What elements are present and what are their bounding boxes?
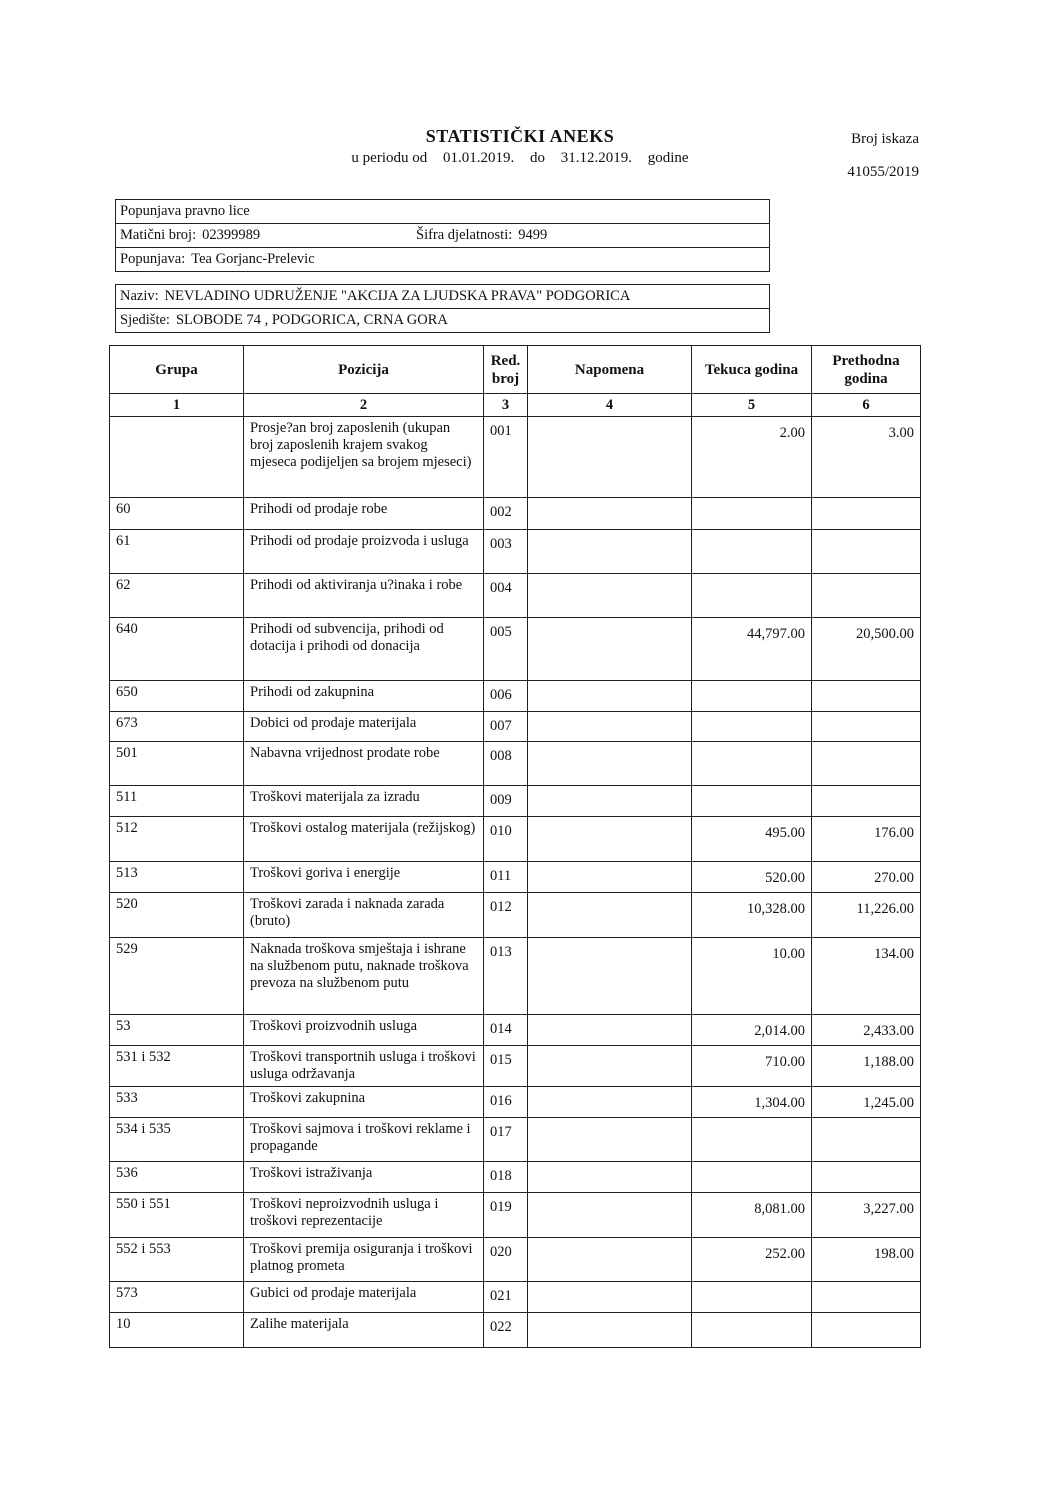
row-tekuca: 710.00 [692,1046,812,1087]
row-prethodna: 198.00 [812,1238,921,1282]
row-napomena [528,1238,692,1282]
row-napomena [528,1282,692,1313]
row-prethodna: 134.00 [812,938,921,1015]
sifra-djelatnosti [416,224,547,247]
popunjava-label: Popunjava: [120,251,186,267]
row-tekuca: 10,328.00 [692,893,812,938]
row-prethodna [812,681,921,712]
row-red-broj: 013 [484,938,528,1015]
row-tekuca: 10.00 [692,938,812,1015]
table-row [110,712,921,742]
row-tekuca: 2.00 [692,417,812,498]
row-napomena [528,1015,692,1046]
row-red-broj: 021 [484,1282,528,1313]
col-num-1: 1 [110,394,244,417]
col-num-4: 4 [528,394,692,417]
period-prefix: u periodu od [351,150,428,166]
table-row [110,498,921,530]
row-red-broj: 015 [484,1046,528,1087]
row-tekuca [692,712,812,742]
info-box-entity [115,284,770,333]
col-num-5: 5 [692,394,812,417]
header-pozicija: Pozicija [244,346,484,394]
row-prethodna [812,742,921,786]
header-row [110,346,921,394]
row-pozicija: Troškovi neproizvodnih usluga i troškovi reprezentacije [244,1193,484,1238]
row-pozicija: Zalihe materijala [244,1313,484,1348]
row-red-broj: 022 [484,1313,528,1348]
row-red-broj: 017 [484,1118,528,1162]
period-suffix: godine [647,150,689,166]
naziv-value: NEVLADINO UDRUŽENJE "AKCIJA ZA LJUDSKA PRAVA" PODGORICA [164,288,631,304]
row-grupa: 501 [110,742,244,786]
row-pozicija: Troškovi premija osiguranja i troškovi platnog prometa [244,1238,484,1282]
row-prethodna: 3,227.00 [812,1193,921,1238]
row-napomena [528,1087,692,1118]
table-row [110,1015,921,1046]
row-red-broj: 007 [484,712,528,742]
row-pozicija: Nabavna vrijednost prodate robe [244,742,484,786]
row-tekuca [692,786,812,817]
row-pozicija: Dobici od prodaje materijala [244,712,484,742]
row-tekuca [692,1118,812,1162]
row-grupa: 536 [110,1162,244,1193]
row-napomena [528,817,692,862]
row-red-broj: 012 [484,893,528,938]
col-num-6: 6 [812,394,921,417]
table-row [110,786,921,817]
header-prethodna: Prethodna godina [812,346,921,394]
table-row [110,1238,921,1282]
row-grupa: 534 i 535 [110,1118,244,1162]
row-red-broj: 003 [484,530,528,574]
header-tekuca: Tekuca godina [692,346,812,394]
row-red-broj: 002 [484,498,528,530]
table-row [110,817,921,862]
row-red-broj: 010 [484,817,528,862]
row-tekuca [692,1162,812,1193]
table-row [110,1087,921,1118]
table-row [110,530,921,574]
row-tekuca [692,574,812,618]
row-red-broj: 020 [484,1238,528,1282]
row-grupa: 512 [110,817,244,862]
row-prethodna [812,712,921,742]
row-red-broj: 005 [484,618,528,681]
row-tekuca: 2,014.00 [692,1015,812,1046]
header-grupa: Grupa [110,346,244,394]
row-grupa: 511 [110,786,244,817]
row-prethodna [812,574,921,618]
row-napomena [528,862,692,893]
row-tekuca [692,681,812,712]
row-tekuca: 8,081.00 [692,1193,812,1238]
row-napomena [528,574,692,618]
period-line [300,150,740,167]
row-grupa [110,417,244,498]
row-red-broj: 006 [484,681,528,712]
table-row [110,742,921,786]
row-napomena [528,1162,692,1193]
row-napomena [528,417,692,498]
row-prethodna: 1,188.00 [812,1046,921,1087]
row-pozicija: Troškovi transportnih usluga i troškovi usluga održavanja [244,1046,484,1087]
row-grupa: 520 [110,893,244,938]
row-napomena [528,786,692,817]
table-row [110,1162,921,1193]
sifra-label: Šifra djelatnosti: [416,227,513,243]
row-grupa: 62 [110,574,244,618]
row-grupa: 650 [110,681,244,712]
row-tekuca: 495.00 [692,817,812,862]
period-mid: do [530,150,545,166]
row-pozicija: Troškovi istraživanja [244,1162,484,1193]
table-row [110,574,921,618]
row-prethodna [812,1313,921,1348]
row-tekuca [692,1313,812,1348]
table-row [110,893,921,938]
row-pozicija: Prihodi od prodaje robe [244,498,484,530]
col-num-3: 3 [484,394,528,417]
row-pozicija: Troškovi ostalog materijala (režijskog) [244,817,484,862]
row-napomena [528,893,692,938]
broj-iskaza-value: 41055/2019 [847,164,919,180]
period-from: 01.01.2019. [443,150,515,166]
row-pozicija: Troškovi goriva i energije [244,862,484,893]
maticni-row [116,224,769,248]
naziv-label: Naziv: [120,288,159,304]
row-prethodna: 270.00 [812,862,921,893]
row-pozicija: Gubici od prodaje materijala [244,1282,484,1313]
row-prethodna [812,530,921,574]
row-pozicija: Troškovi zakupnina [244,1087,484,1118]
header-red-broj: Red. broj [484,346,528,394]
row-red-broj: 004 [484,574,528,618]
row-red-broj: 011 [484,862,528,893]
table-row [110,681,921,712]
popunjava-row [116,248,769,271]
row-grupa: 673 [110,712,244,742]
row-pozicija: Prihodi od prodaje proizvoda i usluga [244,530,484,574]
row-napomena [528,530,692,574]
popunjava-pravno-lice: Popunjava pravno lice [116,200,769,224]
row-napomena [528,681,692,712]
table-row [110,1193,921,1238]
row-grupa: 640 [110,618,244,681]
row-pozicija: Prihodi od aktiviranja u?inaka i robe [244,574,484,618]
row-prethodna: 11,226.00 [812,893,921,938]
table-row [110,618,921,681]
row-pozicija: Naknada troškova smještaja i ishrane na službenom putu, naknade troškova prevoza na službenom putu [244,938,484,1015]
row-napomena [528,712,692,742]
table-row [110,417,921,498]
table-row [110,1046,921,1087]
row-napomena [528,618,692,681]
row-tekuca: 520.00 [692,862,812,893]
sjediste-label: Sjedište: [120,312,170,328]
row-pozicija: Troškovi materijala za izradu [244,786,484,817]
row-grupa: 573 [110,1282,244,1313]
row-tekuca [692,530,812,574]
row-prethodna [812,1282,921,1313]
row-prethodna [812,498,921,530]
row-grupa: 531 i 532 [110,1046,244,1087]
row-pozicija: Prihodi od zakupnina [244,681,484,712]
row-pozicija: Troškovi proizvodnih usluga [244,1015,484,1046]
table-row [110,862,921,893]
row-napomena [528,1193,692,1238]
column-number-row [110,394,921,417]
table-row [110,938,921,1015]
document-title: STATISTIČKI ANEKS [425,126,615,146]
row-napomena [528,498,692,530]
row-red-broj: 009 [484,786,528,817]
row-red-broj: 014 [484,1015,528,1046]
table-row [110,1282,921,1313]
row-grupa: 53 [110,1015,244,1046]
maticni-label: Matični broj: [120,227,197,243]
row-pozicija: Prosje?an broj zaposlenih (ukupan broj zaposlenih krajem svakog mjeseca podijeljen sa brojem mjeseci) [244,417,484,498]
period-to: 31.12.2019. [560,150,632,166]
row-grupa: 60 [110,498,244,530]
row-tekuca: 44,797.00 [692,618,812,681]
info-box-filler [115,199,770,272]
row-tekuca: 252.00 [692,1238,812,1282]
row-grupa: 533 [110,1087,244,1118]
row-grupa: 529 [110,938,244,1015]
row-tekuca [692,498,812,530]
row-red-broj: 019 [484,1193,528,1238]
row-tekuca [692,742,812,786]
row-tekuca [692,1282,812,1313]
row-prethodna: 176.00 [812,817,921,862]
row-red-broj: 018 [484,1162,528,1193]
broj-iskaza-label: Broj iskaza [851,131,919,147]
col-num-2: 2 [244,394,484,417]
table-row [110,1118,921,1162]
row-grupa: 513 [110,862,244,893]
maticni-value: 02399989 [202,227,261,243]
row-prethodna [812,1118,921,1162]
row-grupa: 61 [110,530,244,574]
row-prethodna: 1,245.00 [812,1087,921,1118]
row-pozicija: Prihodi od subvencija, prihodi od dotacija i prihodi od donacija [244,618,484,681]
row-red-broj: 008 [484,742,528,786]
header-napomena: Napomena [528,346,692,394]
row-red-broj: 001 [484,417,528,498]
sjediste-value: SLOBODE 74 , PODGORICA, CRNA GORA [175,312,448,328]
row-tekuca: 1,304.00 [692,1087,812,1118]
table-row [110,1313,921,1348]
row-grupa: 552 i 553 [110,1238,244,1282]
row-prethodna [812,1162,921,1193]
popunjava-value: Tea Gorjanc-Prelevic [191,251,315,267]
row-napomena [528,742,692,786]
row-napomena [528,1118,692,1162]
row-prethodna: 20,500.00 [812,618,921,681]
statistics-table [109,345,921,1348]
row-napomena [528,938,692,1015]
row-prethodna: 3.00 [812,417,921,498]
row-grupa: 10 [110,1313,244,1348]
row-napomena [528,1313,692,1348]
row-pozicija: Troškovi sajmova i troškovi reklame i propagande [244,1118,484,1162]
row-red-broj: 016 [484,1087,528,1118]
row-pozicija: Troškovi zarada i naknada zarada (bruto) [244,893,484,938]
row-prethodna [812,786,921,817]
row-napomena [528,1046,692,1087]
naziv-row [116,285,769,309]
row-grupa: 550 i 551 [110,1193,244,1238]
sjediste-row [116,309,769,332]
row-prethodna: 2,433.00 [812,1015,921,1046]
sifra-value: 9499 [518,227,548,243]
